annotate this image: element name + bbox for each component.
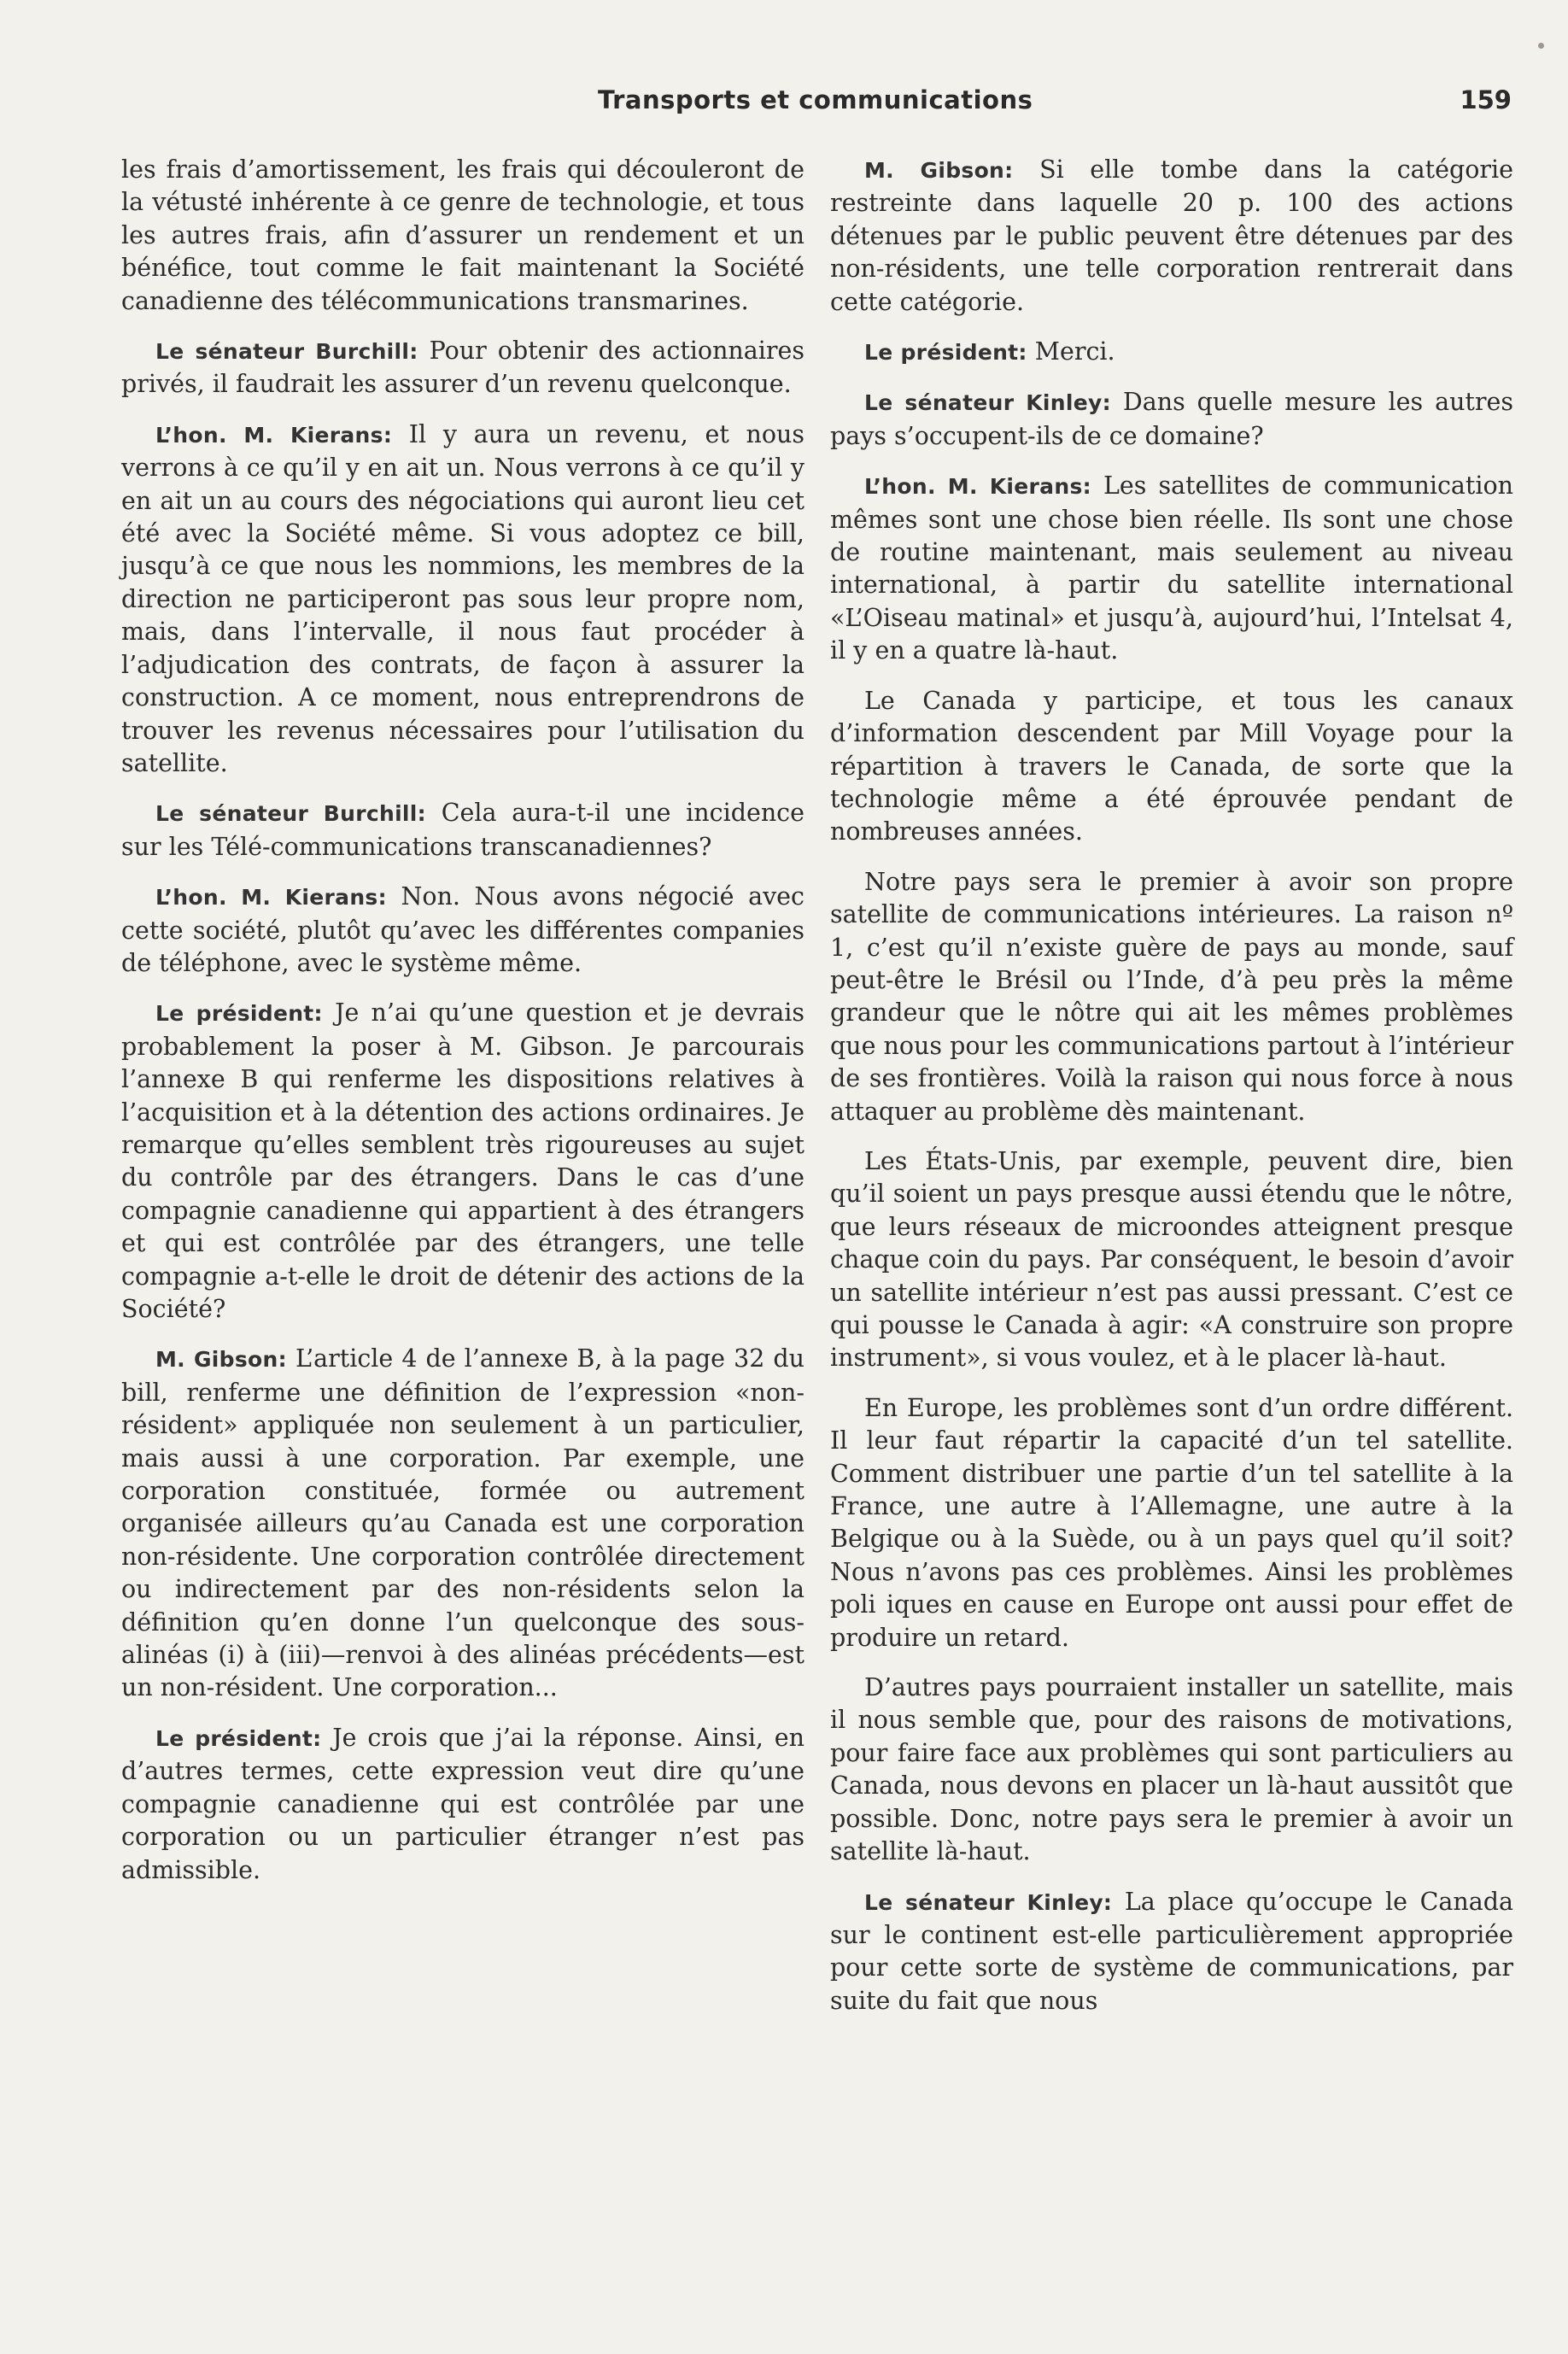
paragraph [121, 797, 804, 864]
speaker-label: Le sénateur Burchill: [155, 801, 426, 827]
speech-text: La place qu’occupe le Canada sur le continent est-elle particulièrement appropriée pour cette sorte de système de communications, par suite du fait que nous [830, 1887, 1513, 2015]
page-header [120, 85, 1512, 128]
paragraph [121, 1343, 804, 1704]
speaker-label: Le sénateur Burchill: [155, 339, 418, 365]
paragraph [830, 1886, 1513, 2018]
speech-text: Les satellites de communication mêmes sont une chose bien réelle. Ils sont une chose de routine maintenant, mais seulement au niveau international, à partir du satellite international «L’Oiseau matinal» et jusqu’à, aujourd’hui, l’Intelsat 4, il y en a quatre là-haut. [830, 471, 1513, 665]
speech-text: Les États-Unis, par exemple, peuvent dire, bien qu’il soient un pays presque aussi étendu que le nôtre, que leurs réseaux de microondes atteignent presque chaque coin du pays. Par conséquent, le besoin d’avoir un satellite intérieur n’est pas aussi pressant. C’est ce qui pousse le Canada à agir: «A construire son propre instrument», si vous voulez, et à le placer là-haut. [830, 1146, 1513, 1373]
paragraph [121, 419, 804, 780]
paragraph [830, 1672, 1513, 1868]
speaker-label: L’hon. M. Kierans: [864, 474, 1091, 500]
speech-text: Cela aura-t-il une incidence sur les Télé-communications transcanadiennes? [121, 799, 805, 861]
paragraph [830, 386, 1513, 453]
paragraph [830, 1392, 1513, 1654]
speech-text: D’autres pays pourraient installer un satellite, mais il nous semble que, pour des raisons de motivations, pour faire face aux problèmes qui sont particuliers au Canada, nous devons en placer un là-haut aussitôt que possible. Donc, notre pays sera le premier à avoir un satellite là-haut. [830, 1673, 1513, 1866]
speech-text: Dans quelle mesure les autres pays s’occupent-ils de ce domaine? [830, 388, 1513, 450]
speaker-label: L’hon. M. Kierans: [155, 422, 393, 448]
paragraph [121, 154, 804, 318]
speaker-label: M. Gibson: [155, 1347, 287, 1373]
paragraph [830, 336, 1513, 369]
scan-speck [1538, 43, 1544, 49]
speech-text: Si elle tombe dans la catégorie restreinte dans laquelle 20 p. 100 des actions détenues par le public peuvent être détenues par des non-résidents, une telle corporation rentrerait dans cette catégorie. [830, 155, 1513, 316]
running-title: Transports et communications [598, 85, 1033, 114]
speech-text: Merci. [1034, 337, 1115, 366]
page-number: 159 [1460, 85, 1512, 114]
speaker-label: Le sénateur Kinley: [864, 1889, 1113, 1915]
speech-text: Non. Nous avons négocié avec cette société, plutôt qu’avec les différentes companies de téléphone, avec le système même. [121, 882, 805, 977]
speaker-label: M. Gibson: [864, 158, 1014, 183]
speech-text: Pour obtenir des actionnaires privés, il faudrait les assurer d’un revenu quelconque. [121, 337, 805, 399]
speaker-label: Le président: [155, 1001, 323, 1027]
speaker-label: L’hon. M. Kierans: [155, 885, 387, 911]
speech-text: Il y aura un revenu, et nous verrons à ce qu’il y en ait un. Nous verrons à ce qu’il y en ait un au cours des négociations qui auront lieu cet été avec la Société même. Si vous adoptez ce bill, jusqu’à ce que nous les nommions, les membres de la direction ne participeront pas sous leur propre nom, mais, dans l’intervalle, il nous faut procéder à l’adjudication des contrats, de façon à assurer la construction. A ce moment, nous entreprendrons de trouver les revenus nécessaires pour l’utilisation du satellite. [121, 419, 804, 777]
paragraph [121, 997, 804, 1326]
left-column [121, 154, 804, 1904]
speaker-label: Le président: [155, 1725, 322, 1751]
paragraph [830, 470, 1513, 667]
paragraph [830, 685, 1513, 849]
speech-text: L’article 4 de l’annexe B, à la page 32 du bill, renferme une définition de l’expression «non-résident» appliquée non seulement à un particulier, mais aussi à une corporation. Par exemple, une corporation constituée, formée ou autrement organisée ailleurs qu’au Canada est une corporation non-résidente. Une corporation contrôlée directement ou indirectement par des non-résidents selon la définition qu’en donne l’un quelconque des sous-alinéas (i) à (iii)—renvoi à des alinéas précédents—est un non-résident. Une corporation... [121, 1344, 804, 1702]
paragraph [830, 154, 1513, 319]
speaker-label: Le sénateur Kinley: [864, 390, 1111, 416]
paragraph [830, 1145, 1513, 1375]
speech-text: Je crois que j’ai la réponse. Ainsi, en d’autres termes, cette expression veut dire qu’une compagnie canadienne qui est contrôlée par une corporation ou un particulier étranger n’est pas admissible. [121, 1723, 805, 1884]
paragraph [830, 866, 1513, 1128]
speech-text: En Europe, les problèmes sont d’un ordre différent. Il leur faut répartir la capacité d’un tel satellite. Comment distribuer une partie d’un tel satellite à la France, une autre à l’Allemagne, une autre à la Belgique ou à la Suède, ou à un pays quel qu’il soit? Nous n’avons pas ces problèmes. Ainsi les problèmes poli iques en cause en Europe ont aussi pour effet de produire un retard. [830, 1393, 1513, 1652]
speech-text: Le Canada y participe, et tous les canaux d’information descendent par Mill Voyage pour la répartition à travers le Canada, de sorte que la technologie même a été éprouvée pendant de nombreuses années. [830, 686, 1513, 846]
right-column [830, 154, 1513, 2035]
paragraph [121, 881, 804, 980]
speech-text: les frais d’amortissement, les frais qui découleront de la vétusté inhérente à ce genre de technologie, et tous les autres frais, afin d’assurer un rendement et un bénéfice, tout comme le fait maintenant la Société canadienne des télécommunications transmarines. [121, 155, 804, 315]
paragraph [121, 335, 804, 401]
speaker-label: Le président: [864, 340, 1027, 366]
speech-text: Je n’ai qu’une question et je devrais probablement la poser à M. Gibson. Je parcourais l’annexe B qui renferme les dispositions relatives à l’acquisition et à la détention des actions ordinaires. Je remarque qu’elles semblent très rigoureuses au sujet du contrôle par des étrangers. Dans le cas d’une compagnie canadienne qui appartient à des étrangers et qui est contrôlée par des étrangers, une telle compagnie a-t-elle le droit de détenir des actions de la Société? [121, 998, 805, 1323]
paragraph [121, 1722, 804, 1887]
speech-text: Notre pays sera le premier à avoir son propre satellite de communications intérieures. La raison nº 1, c’est qu’il n’existe guère de pays au monde, sauf peut-être le Brésil ou l’Inde, d’à peu près la même grandeur que le nôtre qui ait les mêmes problèmes que nous pour les communications partout à l’intérieur de ses frontières. Voilà la raison qui nous force à nous attaquer au problème dès maintenant. [830, 867, 1513, 1126]
